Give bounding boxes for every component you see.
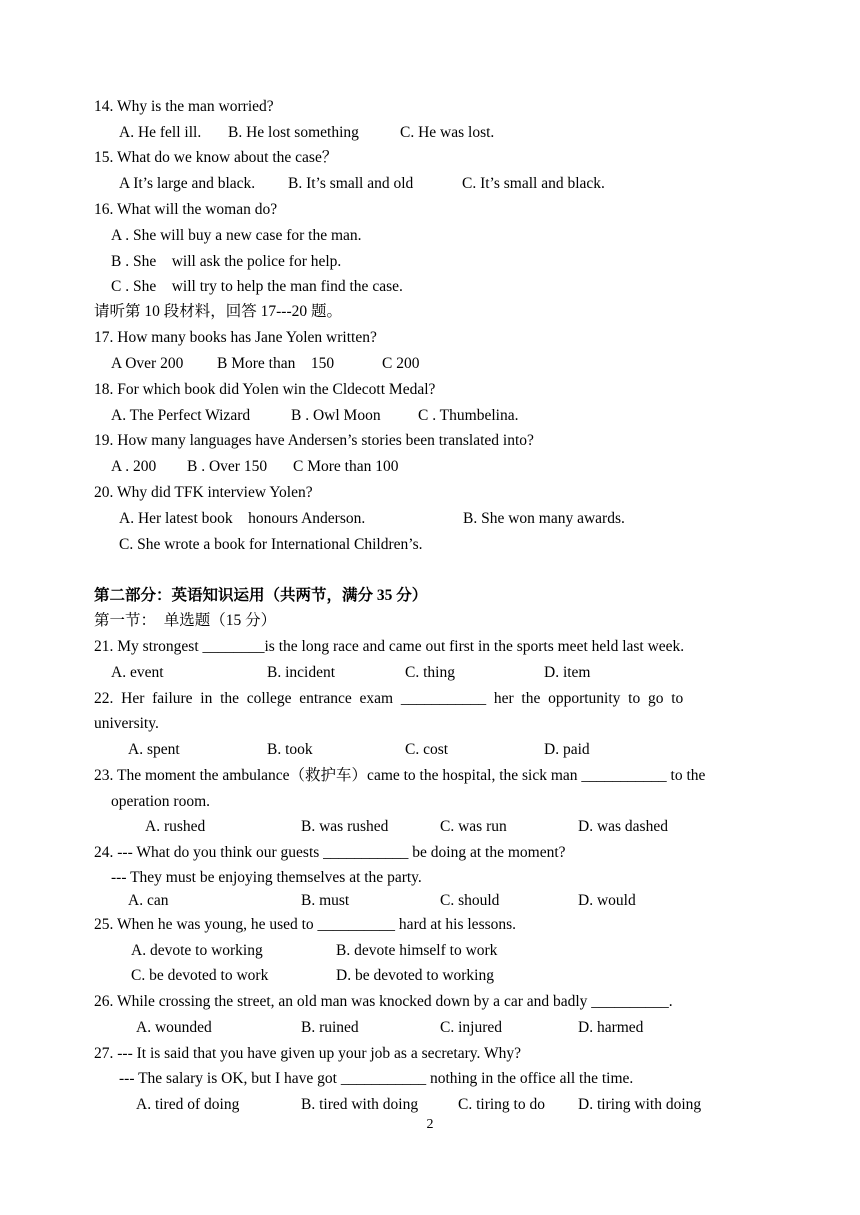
option-23-d: D. was dashed <box>578 818 668 835</box>
option-25-a: A. devote to working <box>131 942 263 959</box>
question-27: 27. --- It is said that you have given up your job as a secretary. Why? <box>94 1045 521 1062</box>
option-18-c: C . Thumbelina. <box>418 407 519 424</box>
question-16: 16. What will the woman do? <box>94 201 278 218</box>
page-number: 2 <box>426 1117 434 1132</box>
option-14-b: B. He lost something <box>228 124 359 141</box>
option-22-d: D. paid <box>544 741 590 758</box>
option-27-c: C. tiring to do <box>458 1096 545 1113</box>
question-23-line-1: 23. The moment the ambulance（救护车）came to the hospital, the sick man ___________ to the <box>94 767 706 784</box>
option-26-a: A. wounded <box>136 1019 212 1036</box>
question-18: 18. For which book did Yolen win the Cldecott Medal? <box>94 381 436 398</box>
option-20-a: A. Her latest book honours Anderson. <box>119 510 366 527</box>
option-16-a: A . She will buy a new case for the man. <box>111 227 362 244</box>
option-25-b: B. devote himself to work <box>336 942 498 959</box>
question-15: 15. What do we know about the case？ <box>94 149 338 166</box>
option-26-b: B. ruined <box>301 1019 359 1036</box>
option-14-a: A. He fell ill. <box>119 124 202 141</box>
option-19-c: C More than 100 <box>293 458 399 475</box>
option-17-a: A Over 200 <box>111 355 184 372</box>
option-20-c: C. She wrote a book for International Children’s. <box>119 536 423 553</box>
option-18-b: B . Owl Moon <box>291 407 381 424</box>
option-21-d: D. item <box>544 664 591 681</box>
option-16-c: C . She will try to help the man find the case. <box>111 278 403 295</box>
option-27-d: D. tiring with doing <box>578 1096 702 1113</box>
option-25-c: C. be devoted to work <box>131 967 269 984</box>
option-17-b: B More than 150 <box>217 355 335 372</box>
question-21: 21. My strongest ________is the long race and came out first in the sports meet held last week. <box>94 638 685 655</box>
option-18-a: A. The Perfect Wizard <box>111 407 251 424</box>
question-24-reply: --- They must be enjoying themselves at the party. <box>111 869 422 886</box>
option-23-c: C. was run <box>440 818 507 835</box>
option-23-a: A. rushed <box>145 818 206 835</box>
option-15-b: B. It’s small and old <box>288 175 414 192</box>
question-17: 17. How many books has Jane Yolen written? <box>94 329 377 346</box>
option-22-b: B. took <box>267 741 313 758</box>
option-26-c: C. injured <box>440 1019 502 1036</box>
question-24: 24. --- What do you think our guests ___________ be doing at the moment? <box>94 844 566 861</box>
option-24-b: B. must <box>301 892 350 909</box>
question-23-line-2: operation room. <box>111 793 211 810</box>
option-14-c: C. He was lost. <box>400 124 495 141</box>
question-22-line-2: university. <box>94 715 159 732</box>
option-22-a: A. spent <box>128 741 180 758</box>
question-14: 14. Why is the man worried? <box>94 98 274 115</box>
option-23-b: B. was rushed <box>301 818 389 835</box>
option-26-d: D. harmed <box>578 1019 644 1036</box>
option-15-a: A It’s large and black. <box>119 175 256 192</box>
section-1-heading: 第一节： 单选题（15 分） <box>94 612 277 629</box>
option-24-c: C. should <box>440 892 500 909</box>
question-25: 25. When he was young, he used to __________ hard at his lessons. <box>94 916 517 933</box>
option-25-d: D. be devoted to working <box>336 967 494 984</box>
option-24-d: D. would <box>578 892 636 909</box>
option-16-b: B . She will ask the police for help. <box>111 253 342 270</box>
option-21-c: C. thing <box>405 664 455 681</box>
option-24-a: A. can <box>128 892 169 909</box>
option-21-a: A. event <box>111 664 164 681</box>
section-10-instruction: 请听第 10 段材料，回答 17---20 题。 <box>94 303 342 320</box>
option-27-a: A. tired of doing <box>136 1096 240 1113</box>
option-27-b: B. tired with doing <box>301 1096 419 1113</box>
option-22-c: C. cost <box>405 741 449 758</box>
question-27-reply: --- The salary is OK, but I have got ___________ nothing in the office all the time. <box>119 1070 634 1087</box>
option-20-b: B. She won many awards. <box>463 510 625 527</box>
part-2-heading: 第二部分：英语知识运用（共两节，满分 35 分） <box>94 587 428 604</box>
question-20: 20. Why did TFK interview Yolen? <box>94 484 313 501</box>
option-19-b: B . Over 150 <box>187 458 268 475</box>
option-15-c: C. It’s small and black. <box>462 175 605 192</box>
option-19-a: A . 200 <box>111 458 157 475</box>
question-22-line-1: 22. Her failure in the college entrance exam ___________ her the opportunity to go to <box>94 690 684 707</box>
question-19: 19. How many languages have Andersen’s stories been translated into? <box>94 432 534 449</box>
option-21-b: B. incident <box>267 664 336 681</box>
question-26: 26. While crossing the street, an old man was knocked down by a car and badly __________. <box>94 993 673 1010</box>
option-17-c: C 200 <box>382 355 420 372</box>
